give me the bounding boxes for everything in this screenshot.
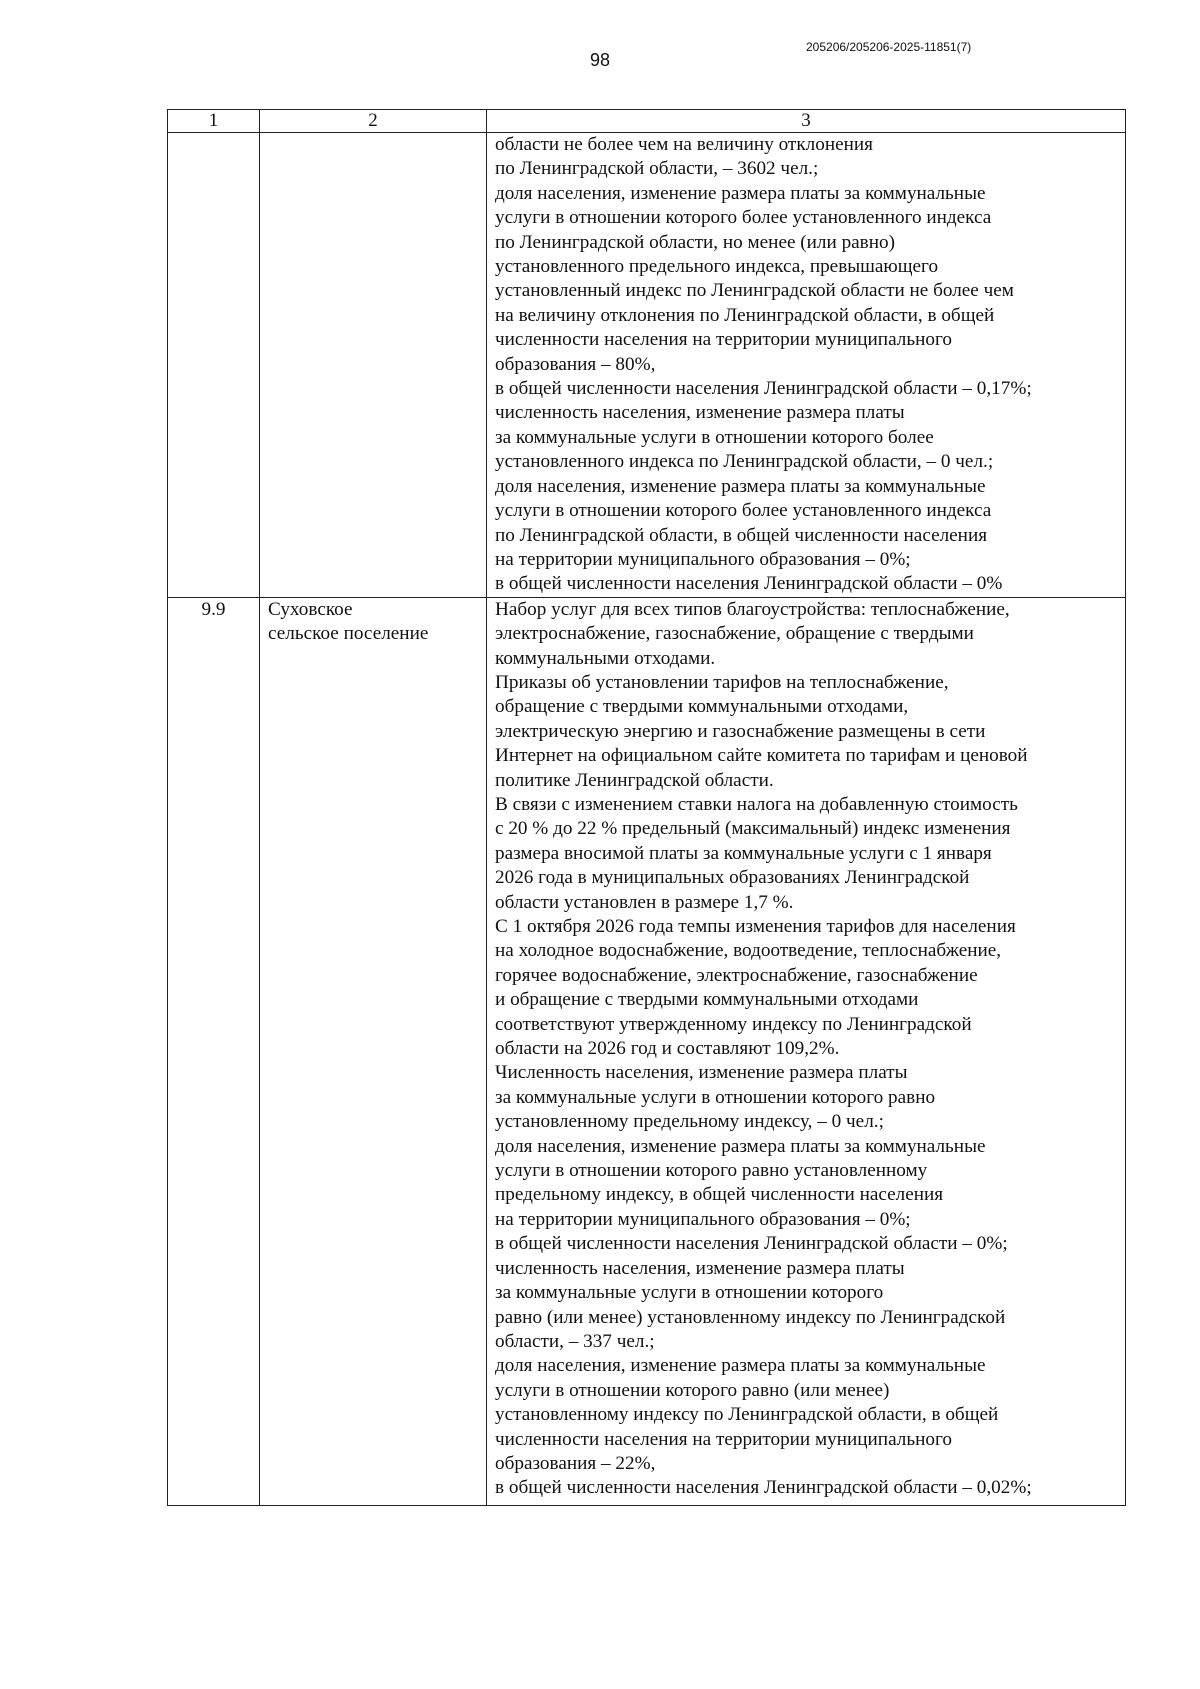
- text-line: по Ленинградской области, но менее (или равно): [495, 231, 895, 253]
- text-line: за коммунальные услуги в отношении которого более: [495, 426, 934, 448]
- text-line: 2026 года в муниципальных образованиях Ленинградской: [495, 867, 970, 889]
- row-description-cell: [487, 597, 1126, 1505]
- text-line: коммунальными отходами.: [495, 647, 716, 669]
- text-line: и обращение с твердыми коммунальными отходами: [495, 989, 919, 1011]
- text-line: доля населения, изменение размера платы за коммунальные: [495, 182, 986, 204]
- row-number-cell: 9.9: [168, 597, 260, 1505]
- row-description-cell: [487, 133, 1126, 598]
- text-line: образования – 80%,: [495, 353, 656, 375]
- text-line: доля населения, изменение размера платы за коммунальные: [495, 1135, 986, 1157]
- text-line: за коммунальные услуги в отношении которого равно: [495, 1086, 936, 1108]
- text-line: электроснабжение, газоснабжение, обращение с твердыми: [495, 623, 974, 645]
- table-header-row: [168, 110, 1126, 133]
- text-line: сельское поселение: [268, 623, 429, 645]
- text-line: Набор услуг для всех типов благоустройства: теплоснабжение,: [495, 598, 1010, 620]
- text-line: установленному индексу по Ленинградской области, в общей: [495, 1404, 999, 1426]
- text-line: В связи с изменением ставки налога на добавленную стоимость: [495, 793, 1018, 815]
- description-text: [487, 598, 1125, 1501]
- document-code: 205206/205206-2025-11851(7): [806, 40, 972, 54]
- text-line: Численность населения, изменение размера платы: [495, 1062, 908, 1084]
- text-line: политике Ленинградской области.: [495, 769, 774, 791]
- text-line: доля населения, изменение размера платы за коммунальные: [495, 1355, 986, 1377]
- text-line: услуги в отношении которого равно установленному: [495, 1160, 928, 1182]
- text-line: обращение с твердыми коммунальными отходами,: [495, 696, 909, 718]
- description-text: [487, 133, 1125, 597]
- text-line: услуги в отношении которого более установленного индекса: [495, 500, 992, 522]
- text-line: установленного индекса по Ленинградской области, – 0 чел.;: [495, 451, 994, 473]
- row-name-cell: [260, 133, 487, 598]
- text-line: Интернет на официальном сайте комитета по тарифам и ценовой: [495, 745, 1028, 767]
- row-number-cell: [168, 133, 260, 598]
- text-line: на территории муниципального образования – 0%;: [495, 1208, 911, 1230]
- text-line: установленный индекс по Ленинградской области не более чем: [495, 280, 1014, 302]
- table-row-9-9: [168, 597, 1126, 1505]
- text-line: в общей численности населения Ленинградской области – 0%: [495, 573, 1003, 595]
- text-line: численности населения на территории муниципального: [495, 1428, 952, 1450]
- text-line: области установлен в размере 1,7 %.: [495, 891, 794, 913]
- text-line: по Ленинградской области, в общей численности населения: [495, 524, 988, 546]
- text-line: Суховское: [268, 598, 353, 620]
- table-row-continuation: [168, 133, 1126, 598]
- text-line: численности населения на территории муниципального: [495, 329, 952, 351]
- row-name-cell: [260, 597, 487, 1505]
- data-table: [167, 109, 1126, 1506]
- text-line: электрическую энергию и газоснабжение размещены в сети: [495, 720, 986, 742]
- text-line: услуги в отношении которого равно (или менее): [495, 1379, 890, 1401]
- text-line: в общей численности населения Ленинградской области – 0%;: [495, 1233, 1008, 1255]
- text-line: с 20 % до 22 % предельный (максимальный) индекс изменения: [495, 818, 1011, 840]
- text-line: установленного предельного индекса, превышающего: [495, 256, 939, 278]
- text-line: доля населения, изменение размера платы за коммунальные: [495, 475, 986, 497]
- column-header-3: 3: [487, 110, 1126, 133]
- text-line: услуги в отношении которого более установленного индекса: [495, 207, 992, 229]
- text-line: установленному предельному индексу, – 0 чел.;: [495, 1111, 884, 1133]
- settlement-name: [260, 598, 486, 647]
- text-line: соответствуют утвержденному индексу по Ленинградской: [495, 1013, 972, 1035]
- text-line: численность населения, изменение размера платы: [495, 402, 905, 424]
- text-line: на холодное водоснабжение, водоотведение, теплоснабжение,: [495, 940, 1002, 962]
- page-number: 98: [589, 50, 611, 70]
- text-line: за коммунальные услуги в отношении которого: [495, 1282, 884, 1304]
- text-line: на территории муниципального образования – 0%;: [495, 548, 911, 570]
- text-line: области, – 337 чел.;: [495, 1330, 655, 1352]
- text-line: Приказы об установлении тарифов на теплоснабжение,: [495, 671, 949, 693]
- column-header-1: 1: [168, 110, 260, 133]
- column-header-2: 2: [260, 110, 487, 133]
- text-line: горячее водоснабжение, электроснабжение, газоснабжение: [495, 964, 978, 986]
- text-line: образования – 22%,: [495, 1452, 656, 1474]
- text-line: в общей численности населения Ленинградской области – 0,17%;: [495, 378, 1032, 400]
- text-line: по Ленинградской области, – 3602 чел.;: [495, 158, 819, 180]
- text-line: на величину отклонения по Ленинградской области, в общей: [495, 304, 995, 326]
- text-line: С 1 октября 2026 года темпы изменения тарифов для населения: [495, 916, 1016, 937]
- text-line: в общей численности населения Ленинградской области – 0,02%;: [495, 1477, 1032, 1499]
- text-line: области не более чем на величину отклонения: [495, 134, 873, 155]
- text-line: размера вносимой платы за коммунальные услуги с 1 января: [495, 842, 992, 864]
- text-line: равно (или менее) установленному индексу по Ленинградской: [495, 1306, 1006, 1328]
- text-line: предельному индексу, в общей численности населения: [495, 1184, 944, 1206]
- text-line: области на 2026 год и составляют 109,2%.: [495, 1038, 840, 1060]
- text-line: численность населения, изменение размера платы: [495, 1257, 905, 1279]
